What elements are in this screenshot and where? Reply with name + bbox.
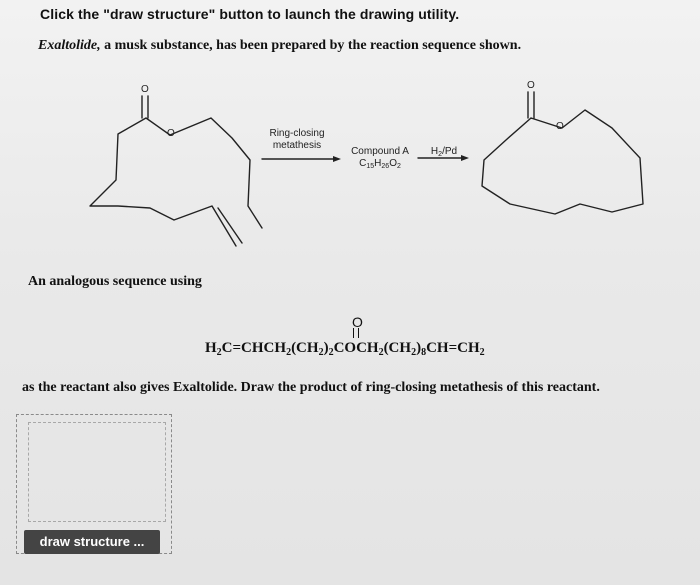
step1-line2: metathesis — [272, 140, 322, 151]
reagent-label: $H_2/Pd$ — [430, 146, 458, 158]
exaltolide-name: Exaltolide, — [38, 38, 101, 53]
intermediate-name: Compound A — [351, 146, 409, 157]
step1-label — [262, 128, 332, 152]
reactant-formula-carbonyl-o: O — [352, 314, 363, 330]
followup-text: as the reactant also gives Exaltolide. Draw the product of ring-closing metathesis of this reactant. — [22, 380, 600, 395]
product-carbonyl-o: O — [527, 80, 535, 91]
product-ester-o: O — [556, 121, 564, 132]
draw-structure-button[interactable]: draw structure ... — [24, 530, 160, 554]
intermediate-label — [340, 146, 420, 173]
step1-line1: Ring-closing — [269, 128, 325, 139]
reactant-skeleton — [90, 118, 262, 246]
intermediate-formula: $C_{15}H_{26}O_2$ — [359, 158, 401, 170]
reactant-formula-double-bond — [353, 328, 359, 338]
reactant-condensed-formula: $H_2C=CHCH_2(CH_2)_2COCH_2(CH_2)_8CH=CH_2$ — [205, 340, 485, 358]
analogous-text: An analogous sequence using — [28, 274, 202, 289]
reactant-terminal-double-bond — [218, 208, 242, 243]
instruction-text: Click the "draw structure" button to launch the drawing utility. — [40, 6, 460, 22]
reactant-carbonyl-o: O — [141, 84, 149, 95]
intro-rest: a musk substance, has been prepared by the reaction sequence shown. — [100, 38, 522, 53]
structure-preview-box — [28, 422, 166, 522]
reactant-ester-o: O — [167, 128, 175, 139]
